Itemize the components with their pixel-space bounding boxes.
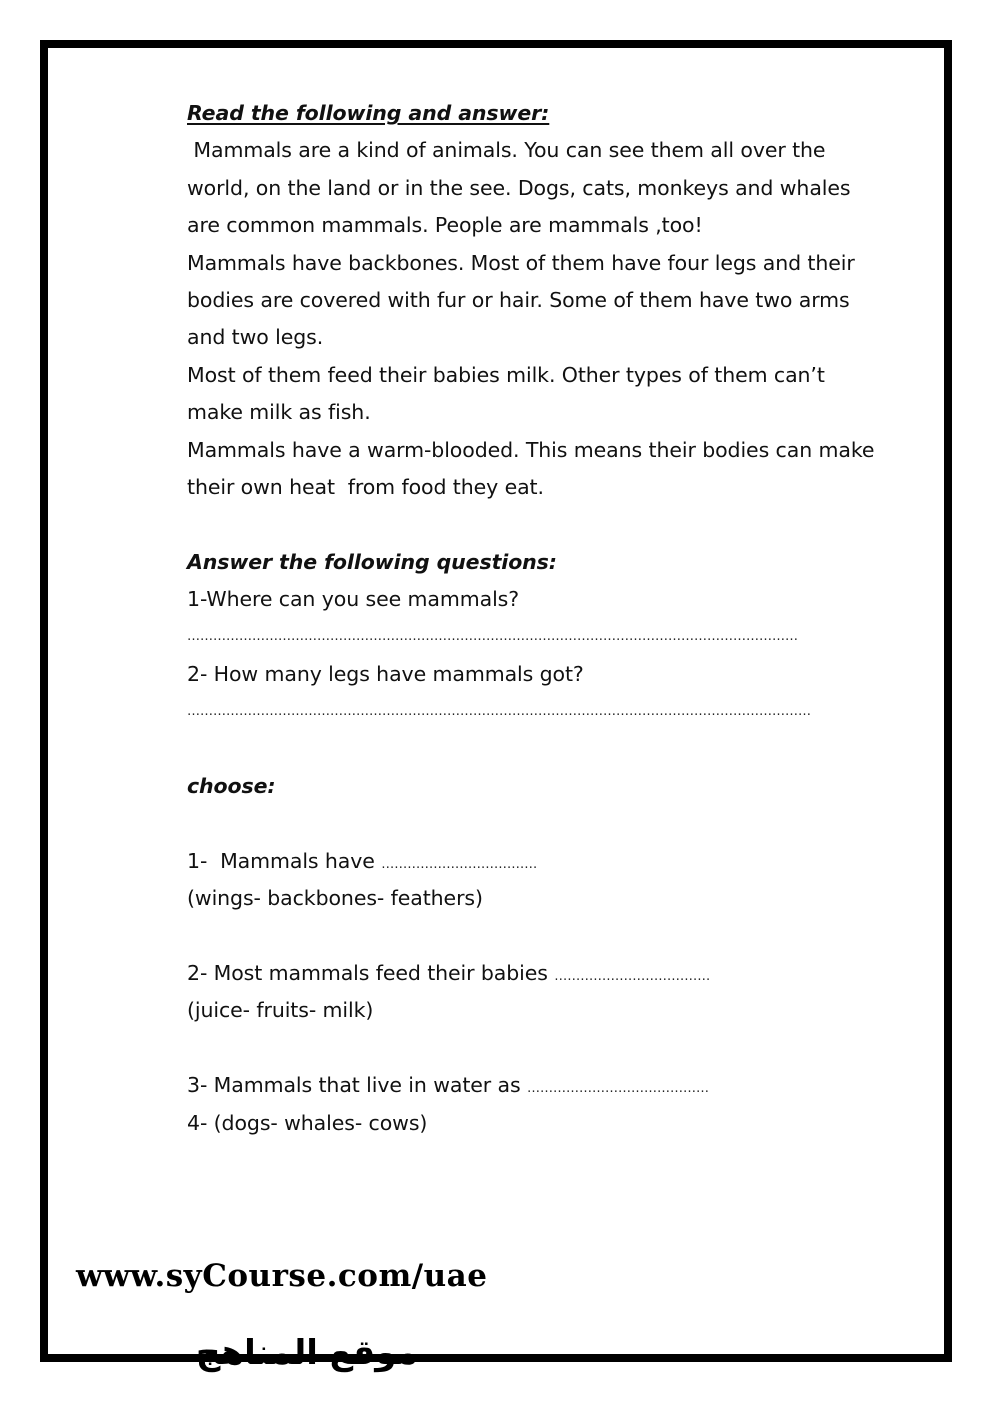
answer-line-1[interactable]: …………………………………………………………………………………………………………………………… <box>187 629 798 645</box>
choose-item-3 <box>187 1067 917 1104</box>
choose-item-1 <box>187 843 917 880</box>
questions-heading: Answer the following questions: <box>187 549 557 574</box>
reading-line: and two legs. <box>187 325 324 350</box>
choose-heading: choose: <box>187 774 276 799</box>
worksheet-content <box>187 95 917 1142</box>
choose-item-1-options: (wings- backbones- feathers) <box>187 886 483 911</box>
choose-item-2 <box>187 955 917 992</box>
spacer <box>187 731 917 768</box>
choose-item-4-options: 4- (dogs- whales- cows) <box>187 1110 428 1135</box>
choose-item-1-text: 1- Mammals have <box>187 848 382 873</box>
reading-heading: Read the following and answer: <box>187 101 550 125</box>
spacer <box>187 1030 917 1067</box>
choose-item-3-blank[interactable]: …………………………………… <box>527 1081 709 1097</box>
question-1: 1-Where can you see mammals? <box>187 587 520 612</box>
spacer <box>187 506 917 543</box>
reading-line: Most of them feed their babies milk. Other types of them can’t <box>187 362 825 387</box>
reading-line: Mammals have backbones. Most of them have four legs and their <box>187 250 855 275</box>
question-2: 2- How many legs have mammals got? <box>187 661 584 686</box>
choose-item-2-text: 2- Most mammals feed their babies <box>187 960 555 985</box>
answer-line-2[interactable]: ……………………………………………………………………………………………………………………………… <box>187 704 811 720</box>
reading-line: make milk as fish. <box>187 400 371 425</box>
choose-item-2-blank[interactable]: ……………………………… <box>554 968 711 984</box>
choose-item-1-blank[interactable]: ……………………………… <box>381 856 538 872</box>
reading-line: are common mammals. People are mammals ,too! <box>187 213 703 238</box>
footer-arabic-logo: موقع المناهج <box>196 1333 418 1373</box>
footer-url[interactable]: www.syCourse.com/uae <box>76 1258 488 1294</box>
reading-line: Mammals are a kind of animals. You can see them all over the <box>187 138 826 163</box>
reading-line: world, on the land or in the see. Dogs, cats, monkeys and whales <box>187 175 851 200</box>
reading-line: bodies are covered with fur or hair. Some of them have two arms <box>187 287 850 312</box>
spacer <box>187 805 917 842</box>
reading-line: their own heat from food they eat. <box>187 474 544 499</box>
choose-item-3-text: 3- Mammals that live in water as <box>187 1073 527 1098</box>
choose-item-2-options: (juice- fruits- milk) <box>187 998 374 1023</box>
spacer <box>187 918 917 955</box>
reading-line: Mammals have a warm-blooded. This means their bodies can make <box>187 437 875 462</box>
